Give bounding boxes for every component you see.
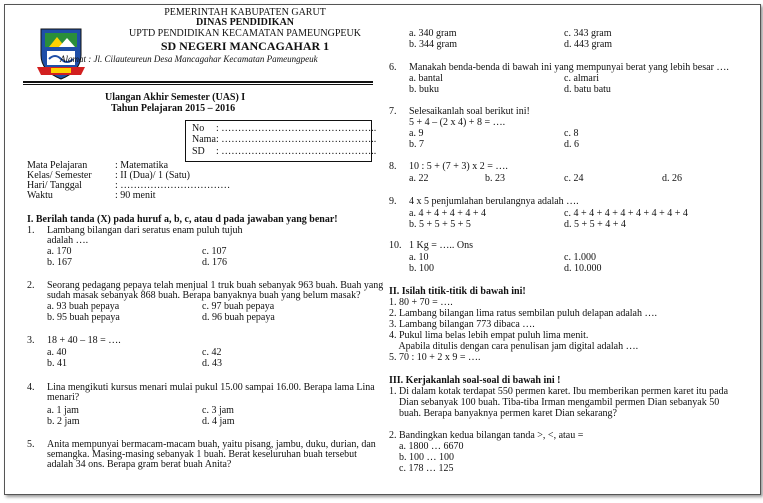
q4-text-2: menari? <box>47 392 80 403</box>
q9-option-b[interactable]: b. 5 + 5 + 5 + 5 <box>409 219 471 230</box>
q5-option-c[interactable]: c. 343 gram <box>564 28 612 39</box>
q7-number: 7. <box>389 106 397 117</box>
q6-option-d[interactable]: d. batu batu <box>564 84 611 95</box>
q5-number: 5. <box>27 439 35 450</box>
q10-text: 1 Kg = ….. Ons <box>409 240 473 251</box>
q8-option-a[interactable]: a. 22 <box>409 173 429 184</box>
q6-text: Manakah benda-benda di bawah ini yang mempunyai berat yang lebih besar …. <box>409 62 729 73</box>
q2-text: Seorang pedagang pepaya telah menjual 1 truk buah sebanyak 963 buah. Buah yang <box>47 280 384 291</box>
student-id-box <box>185 120 377 162</box>
q8-text: 10 : 5 + (7 + 3) x 2 = …. <box>409 161 508 172</box>
header-line-2: DINAS PENDIDIKAN <box>195 17 295 28</box>
section-3-title: III. Kerjakanlah soal-soal di bawah ini ! <box>389 375 561 386</box>
q2-text-2: sudah masak sebanyak 868 buah. Berapa banyaknya buah yang belum masak? <box>47 290 361 301</box>
q4-number: 4. <box>27 382 35 393</box>
info-value-date: : …………………………… <box>115 180 231 191</box>
q4-option-b[interactable]: b. 2 jam <box>47 416 80 427</box>
q2-option-d[interactable]: d. 96 buah pepaya <box>202 312 275 323</box>
q7-option-c[interactable]: c. 8 <box>564 128 579 139</box>
q5-option-d[interactable]: d. 443 gram <box>564 39 613 50</box>
school-name: SD NEGERI MANCAGAHAR 1 <box>160 39 330 53</box>
exam-title: Ulangan Akhir Semester (UAS) I <box>105 92 246 103</box>
q1-option-a[interactable]: a. 170 <box>47 246 72 257</box>
q1-option-c[interactable]: c. 107 <box>202 246 227 257</box>
s3-item-1-cont: Dian sebanyak 100 buah. Tiba-tiba Irman mengambil permen Dian sebanyak 50 <box>389 397 720 408</box>
q10-option-c[interactable]: c. 1.000 <box>564 252 596 263</box>
no-label: No <box>192 123 205 134</box>
q10-option-d[interactable]: d. 10.000 <box>564 263 602 274</box>
q5-text-2: semangka. Masing-masing sebanyak 1 buah. Berat keseluruhan buah tersebut <box>47 449 357 460</box>
s2-item-3: 3. Lambang bilangan 773 dibaca …. <box>389 319 535 330</box>
q3-option-a[interactable]: a. 40 <box>47 347 67 358</box>
q6-option-c[interactable]: c. almari <box>564 73 599 84</box>
q8-option-c[interactable]: c. 24 <box>564 173 584 184</box>
school-address: Alamat : Jl. Cilauteureun Desa Mancagahar Kecamatan Pameungpeuk <box>60 54 318 64</box>
q2-option-b[interactable]: b. 95 buah pepaya <box>47 312 120 323</box>
q3-text: 18 + 40 – 18 = …. <box>47 335 121 346</box>
s3-item-1: 1. Di dalam kotak terdapat 550 permen karet. Ibu memberikan permen karet itu pada <box>389 386 729 397</box>
header-divider-thin <box>23 84 373 85</box>
s3-item-1-cont-2: buah. Berapa banyaknya permen karet Dian sekarang? <box>389 408 617 419</box>
q1-text: Lambang bilangan dari seratus enam puluh tujuh <box>47 225 243 236</box>
q2-number: 2. <box>27 280 35 291</box>
s2-item-4-cont: Apabila ditulis dengan cara penulisan jam digital adalah …. <box>389 341 639 352</box>
q8-number: 8. <box>389 161 397 172</box>
exam-year: Tahun Pelajaran 2015 – 2016 <box>111 103 236 114</box>
info-value-time: : 90 menit <box>115 190 156 201</box>
nama-label: Nama <box>192 134 216 145</box>
q2-option-a[interactable]: a. 93 buah pepaya <box>47 301 120 312</box>
q7-option-d[interactable]: d. 6 <box>564 139 579 150</box>
s3-item-2: 2. Bandingkan kedua bilangan tanda >, <, atau = <box>389 430 584 441</box>
q5-option-b[interactable]: b. 344 gram <box>409 39 458 50</box>
q1-number: 1. <box>27 225 35 236</box>
s3-item-2-c: c. 178 … 125 <box>399 463 454 474</box>
q1-text-2: adalah …. <box>47 235 89 246</box>
q6-option-b[interactable]: b. buku <box>409 84 439 95</box>
q10-number: 10. <box>389 240 402 251</box>
s3-item-2-a: a. 1800 … 6670 <box>399 441 464 452</box>
q4-option-d[interactable]: d. 4 jam <box>202 416 235 427</box>
q4-option-c[interactable]: c. 3 jam <box>202 405 234 416</box>
q9-option-c[interactable]: c. 4 + 4 + 4 + 4 + 4 + 4 + 4 + 4 <box>564 208 688 219</box>
q6-number: 6. <box>389 62 397 73</box>
info-value-class: : II (Dua)/ 1 (Satu) <box>115 170 190 181</box>
q9-option-d[interactable]: d. 5 + 5 + 4 + 4 <box>564 219 626 230</box>
header-line-3: UPTD PENDIDIKAN KECAMATAN PAMEUNGPEUK <box>129 28 361 39</box>
header-divider <box>23 81 373 83</box>
q3-option-c[interactable]: c. 42 <box>202 347 222 358</box>
q9-number: 9. <box>389 196 397 207</box>
s3-item-2-b: b. 100 … 100 <box>399 452 454 463</box>
q1-option-b[interactable]: b. 167 <box>47 257 72 268</box>
q7-option-a[interactable]: a. 9 <box>409 128 424 139</box>
q5-text: Anita mempunyai bermacam-macam buah, yaitu pisang, jambu, duku, durian, dan <box>47 439 376 450</box>
q5-option-a[interactable]: a. 340 gram <box>409 28 457 39</box>
header-line-1: PEMERINTAH KABUPATEN GARUT <box>164 7 326 18</box>
q8-option-d[interactable]: d. 26 <box>662 173 682 184</box>
q10-option-a[interactable]: a. 10 <box>409 252 429 263</box>
s2-item-2: 2. Lambang bilangan lima ratus sembilan puluh delapan adalah …. <box>389 308 657 319</box>
s2-item-1: 1. 80 + 70 = …. <box>389 297 453 308</box>
q6-option-a[interactable]: a. bantal <box>409 73 443 84</box>
kabupaten-garut-logo <box>35 25 87 81</box>
q7-option-b[interactable]: b. 7 <box>409 139 424 150</box>
q9-text: 4 x 5 penjumlahan berulangnya adalah …. <box>409 196 579 207</box>
q1-option-d[interactable]: d. 176 <box>202 257 227 268</box>
q10-option-b[interactable]: b. 100 <box>409 263 434 274</box>
q7-text-2: 5 + 4 – (2 x 4) + 8 = …. <box>409 117 506 128</box>
q3-number: 3. <box>27 335 35 346</box>
exam-page <box>4 4 761 495</box>
info-label-date: Hari/ Tanggal <box>27 180 82 191</box>
info-label-class: Kelas/ Semester <box>27 170 92 181</box>
no-field[interactable]: : ……………………………………….. <box>216 123 377 134</box>
q4-option-a[interactable]: a. 1 jam <box>47 405 79 416</box>
sd-field[interactable]: : ……………………………………….. <box>216 146 377 157</box>
nama-field[interactable]: : ……………………………………….. <box>216 134 377 145</box>
section-1-title: I. Berilah tanda (X) pada huruf a, b, c, atau d pada jawaban yang benar! <box>27 214 338 225</box>
q5-text-3: adalah 34 ons. Berapa gram berat buah Anita? <box>47 459 232 470</box>
info-label-subject: Mata Pelajaran <box>27 160 88 171</box>
q9-option-a[interactable]: a. 4 + 4 + 4 + 4 + 4 <box>409 208 486 219</box>
q3-option-b[interactable]: b. 41 <box>47 358 67 369</box>
section-2-title: II. Isilah titik-titik di bawah ini! <box>389 286 526 297</box>
info-value-subject: : Matematika <box>115 160 169 171</box>
s2-item-4: 4. Pukul lima belas lebih empat puluh lima menit. <box>389 330 589 341</box>
sd-label: SD <box>192 146 205 157</box>
q3-option-d[interactable]: d. 43 <box>202 358 222 369</box>
s2-item-5: 5. 70 : 10 + 2 x 9 = …. <box>389 352 481 363</box>
q2-option-c[interactable]: c. 97 buah pepaya <box>202 301 275 312</box>
q7-text: Selesaikanlah soal berikut ini! <box>409 106 530 117</box>
q4-text: Lina mengikuti kursus menari mulai pukul 15.00 sampai 16.00. Berapa lama Lina <box>47 382 375 393</box>
info-label-time: Waktu <box>27 190 53 201</box>
q8-option-b[interactable]: b. 23 <box>485 173 505 184</box>
